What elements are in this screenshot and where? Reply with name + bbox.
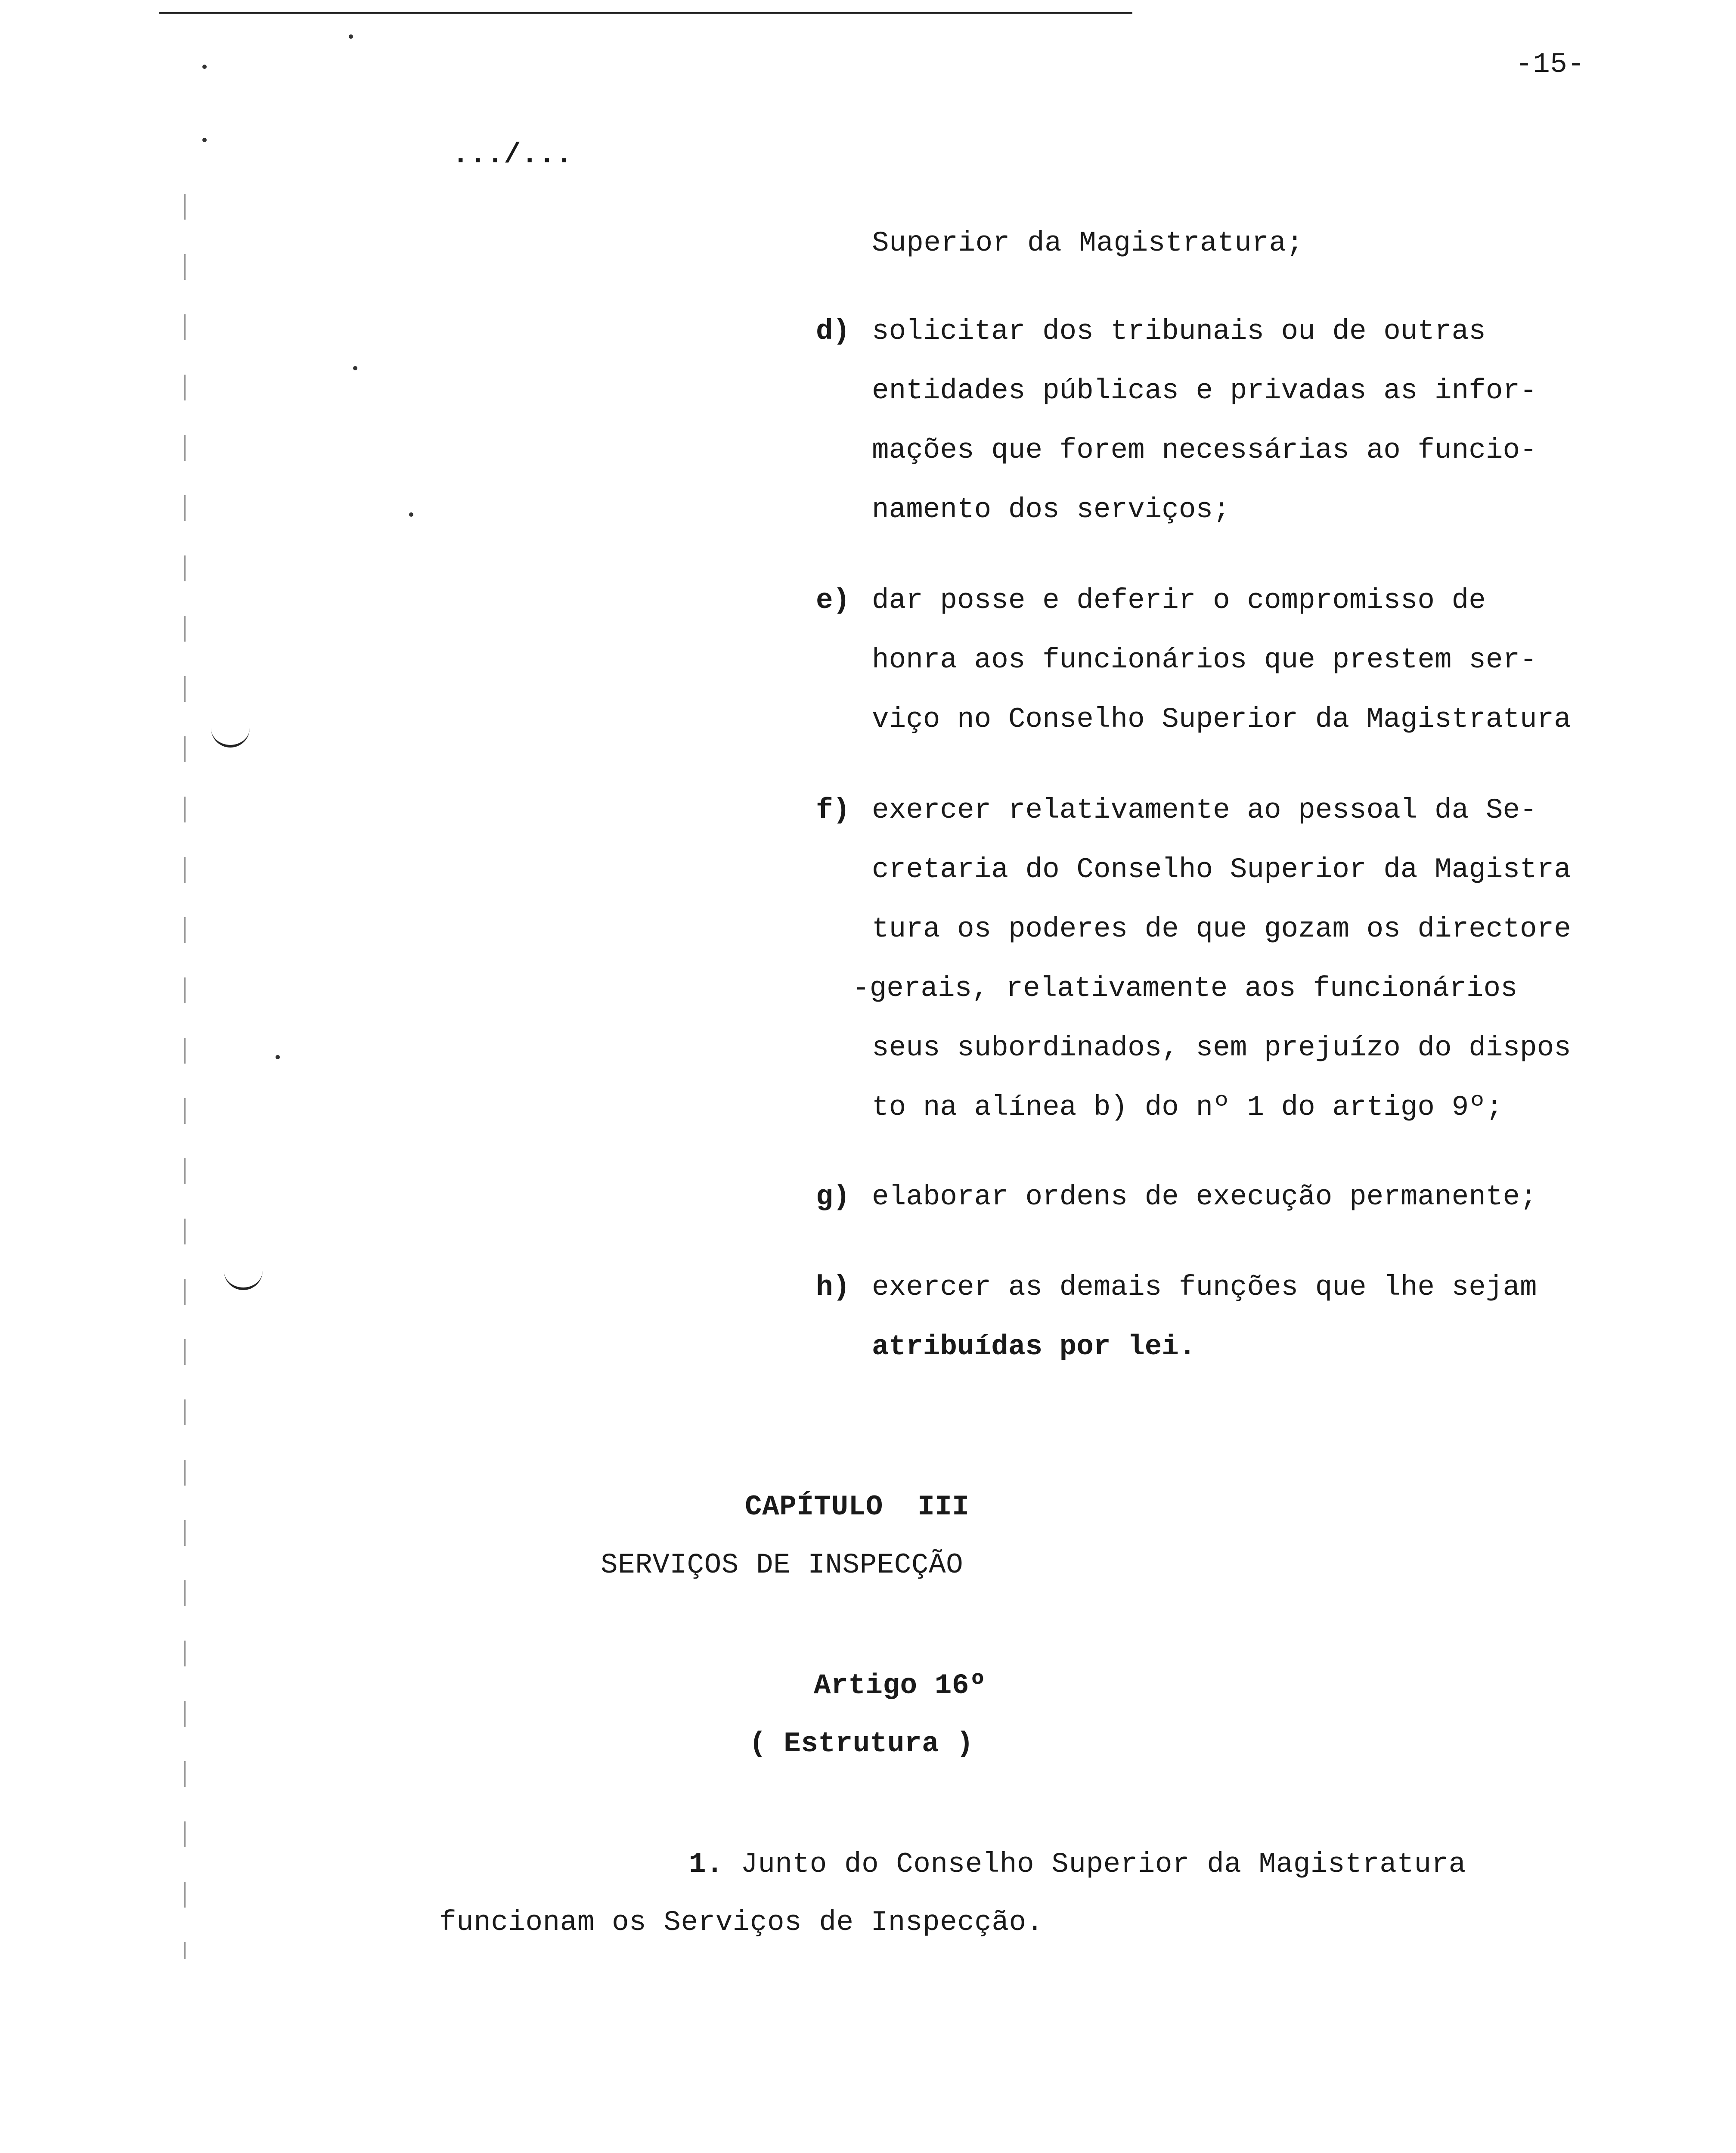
item-e-line: honra aos funcionários que prestem ser- bbox=[872, 644, 1537, 676]
item-f-line: tura os poderes de que gozam os directore bbox=[872, 913, 1571, 945]
item-f-line: exercer relativamente ao pessoal da Se- bbox=[872, 794, 1537, 826]
item-letter-h: h) bbox=[816, 1271, 850, 1303]
speck bbox=[202, 138, 207, 142]
article-paragraph-1 bbox=[689, 1847, 1466, 1882]
item-f-line: seus subordinados, sem prejuízo do dispos bbox=[872, 1032, 1571, 1064]
item-f-line: -gerais, relativamente aos funcionários bbox=[852, 972, 1518, 1005]
item-e-line: viço no Conselho Superior da Magistratura bbox=[872, 703, 1571, 735]
item-g-line: elaborar ordens de execução permanente; bbox=[872, 1181, 1537, 1213]
item-h-line: atribuídas por lei. bbox=[872, 1331, 1196, 1363]
item-letter-g: g) bbox=[816, 1181, 850, 1213]
item-h-line: exercer as demais funções que lhe sejam bbox=[872, 1271, 1537, 1303]
article-paragraph-1-continued: funcionam os Serviços de Inspecção. bbox=[439, 1906, 1044, 1939]
item-e-line: dar posse e deferir o compromisso de bbox=[872, 584, 1486, 617]
chapter-subtitle: SERVIÇOS DE INSPECÇÃO bbox=[601, 1549, 964, 1581]
article-subtitle: ( Estrutura ) bbox=[749, 1728, 974, 1760]
speck bbox=[409, 512, 413, 517]
continuation-marker: .../... bbox=[452, 139, 573, 171]
continuation-line: Superior da Magistratura; bbox=[872, 227, 1304, 259]
item-letter-d: d) bbox=[816, 315, 850, 347]
article-title: Artigo 16º bbox=[814, 1669, 987, 1702]
item-f-line: to na alínea b) do nº 1 do artigo 9º; bbox=[872, 1091, 1503, 1123]
speck bbox=[349, 34, 353, 39]
paragraph-text: Junto do Conselho Superior da Magistratura bbox=[723, 1848, 1466, 1880]
page-number: -15- bbox=[1516, 48, 1585, 81]
stamp-mark bbox=[211, 728, 250, 748]
item-d-line: mações que forem necessárias ao funcio- bbox=[872, 434, 1537, 466]
stamp-mark bbox=[224, 1270, 263, 1290]
speck bbox=[202, 65, 207, 69]
item-d-line: entidades públicas e privadas as infor- bbox=[872, 375, 1537, 407]
speck bbox=[353, 366, 357, 370]
chapter-title: CAPÍTULO III bbox=[745, 1491, 970, 1523]
left-margin-line bbox=[184, 194, 186, 1959]
top-rule bbox=[159, 12, 1132, 14]
item-f-line: cretaria do Conselho Superior da Magistra bbox=[872, 853, 1571, 886]
item-letter-f: f) bbox=[816, 794, 850, 826]
paragraph-number: 1. bbox=[689, 1848, 724, 1880]
item-d-line: namento dos serviços; bbox=[872, 493, 1230, 526]
item-d-line: solicitar dos tribunais ou de outras bbox=[872, 315, 1486, 347]
speck bbox=[276, 1055, 280, 1059]
item-letter-e: e) bbox=[816, 584, 850, 617]
